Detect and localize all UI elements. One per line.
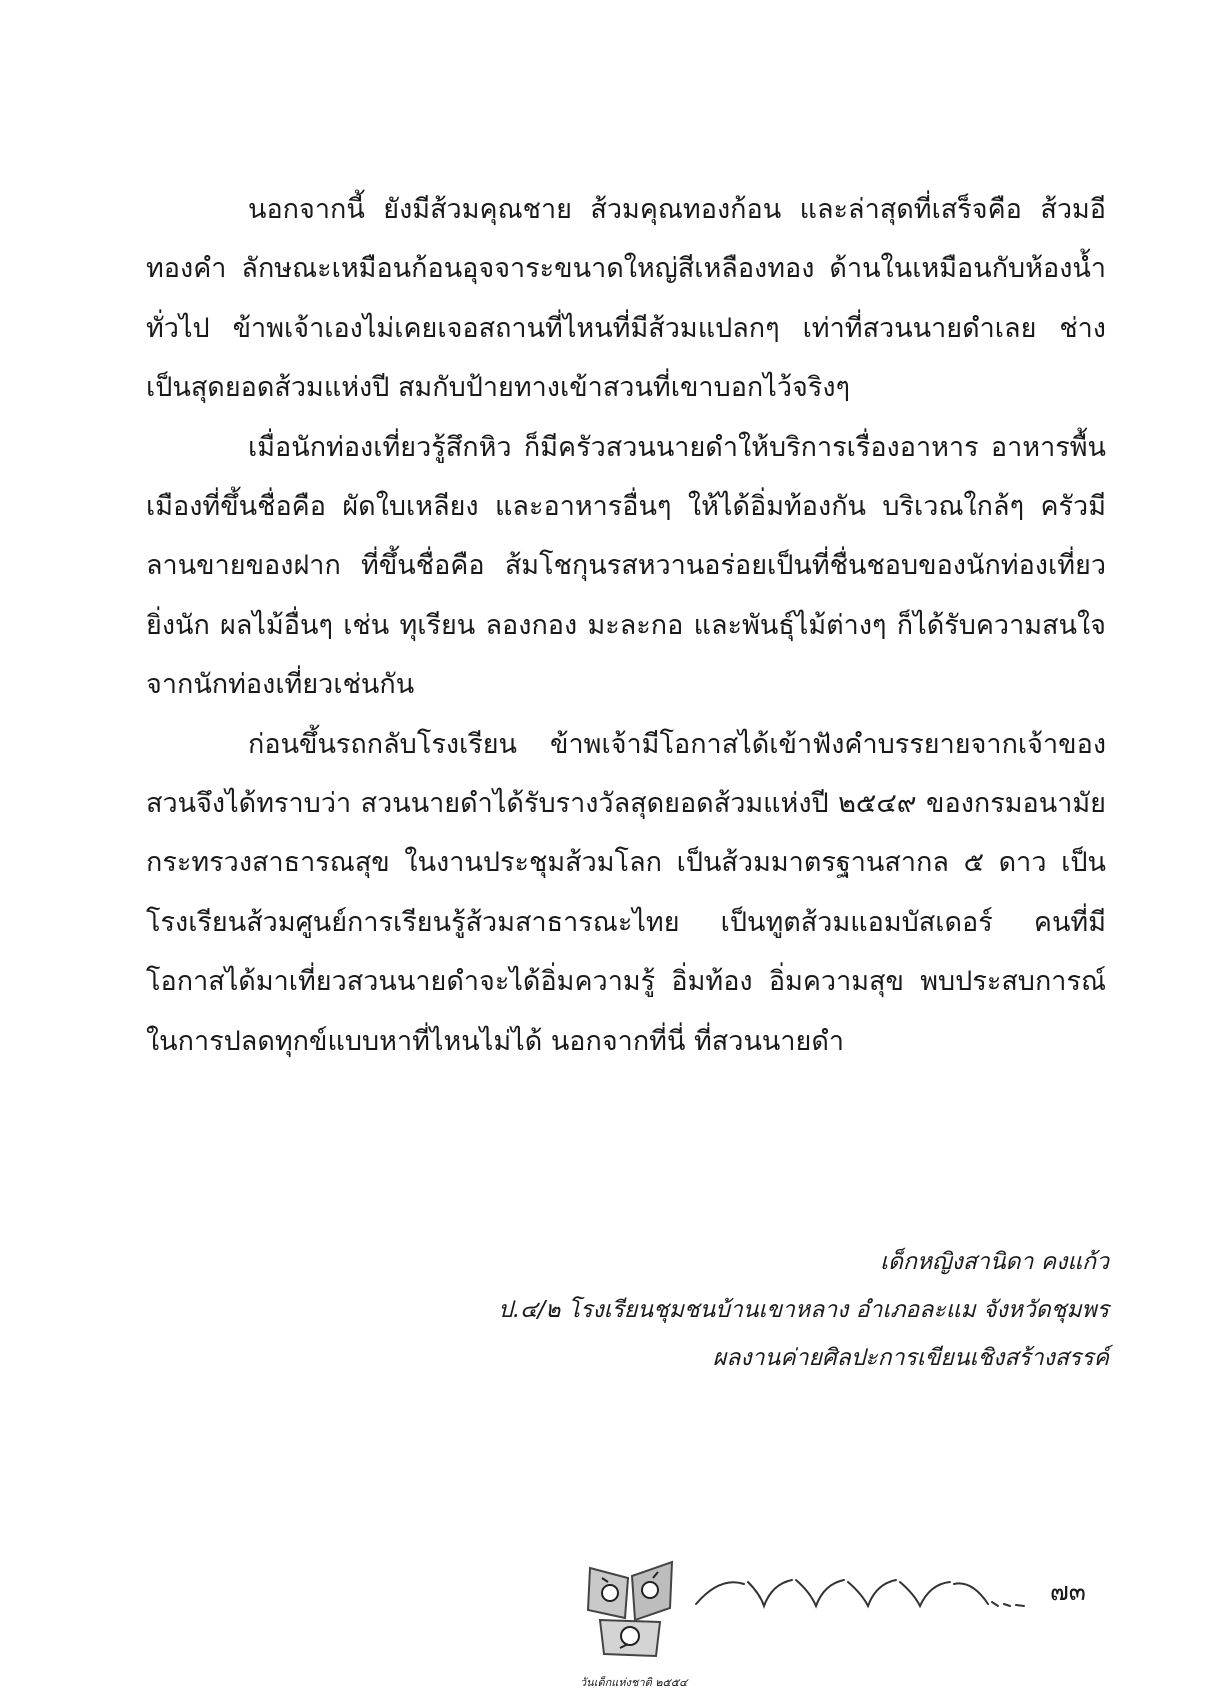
author-school: ป.๔/๒ โรงเรียนชุมชนบ้านเขาหลาง อำเภอละแม จังหวัดชุมพร [498,1297,1109,1323]
logo-graphic [580,1548,680,1668]
paragraph-2: เมื่อนักท่องเที่ยวรู้สึกหิว ก็มีครัวสวนนายดำให้บริการเรื่องอาหาร อาหารพื้นเมืองที่ขึ้นชื่อคือ ผัดใบเหลียง และอาหารอื่นๆ ให้ได้อิ่มท้องกัน บริเวณใกล้ๆ ครัวมีลานขายของฝาก ที่ขึ้นชื่อคือ ส้มโชกุนรสหวานอร่อยเป็นที่ชื่นชอบของนักท่องเที่ยวยิ่งนัก ผลไม้อื่นๆ เช่น ทุเรียน ลองกอง มะละกอ และพันธุ์ไม้ต่างๆ ก็ได้รับความสนใจจากนักท่องเที่ยวเช่นกัน [146,431,1106,701]
logo-caption: วันเด็กแห่งชาติ ๒๕๕๔ [580,1676,688,1689]
author-project: ผลงานค่ายศิลปะการเขียนเชิงสร้างสรรค์ [712,1345,1109,1371]
wave-arc-decoration-icon [692,1574,1032,1614]
paragraph-3: ก่อนขึ้นรถกลับโรงเรียน ข้าพเจ้ามีโอกาสได้เข้าฟังคำบรรยายจากเจ้าของสวนจึงได้ทราบว่า สวนนายดำได้รับรางวัลสุดยอดส้วมแห่งปี ๒๕๔๙ ของกรมอนามัย กระทรวงสาธารณสุข ในงานประชุมส้วมโลก เป็นส้วมมาตรฐานสากล ๕ ดาว เป็นโรงเรียนส้วมศูนย์การเรียนรู้ส้วมสาธารณะไทย เป็นทูตส้วมแอมบัสเดอร์ คนที่มีโอกาสได้มาเที่ยวสวนนายดำจะได้อิ่มความรู้ อิ่มท้อง อิ่มความสุข พบประสบการณ์ในการปลดทุกข์แบบหาที่ไหนไม่ได้ นอกจากที่นี่ ที่สวนนายดำ [146,728,1106,1057]
page-number: ๗๓ [1050,1577,1086,1606]
children-day-logo-icon [580,1548,688,1690]
article-body [146,180,1106,1071]
author-name: เด็กหญิงสานิดา คงแก้ว [880,1249,1109,1275]
author-signature [309,1238,1109,1382]
paragraph-1: นอกจากนี้ ยังมีส้วมคุณชาย ส้วมคุณทองก้อน และล่าสุดที่เสร็จคือ ส้วมอีทองคำ ลักษณะเหมือนก้อนอุจจาระขนาดใหญ่สีเหลืองทอง ด้านในเหมือนกับห้องน้ำทั่วไป ข้าพเจ้าเองไม่เคยเจอสถานที่ไหนที่มีส้วมแปลกๆ เท่าที่สวนนายดำเลย ช่างเป็นสุดยอดส้วมแห่งปี สมกับป้ายทางเข้าสวนที่เขาบอกไว้จริงๆ [146,194,1106,404]
